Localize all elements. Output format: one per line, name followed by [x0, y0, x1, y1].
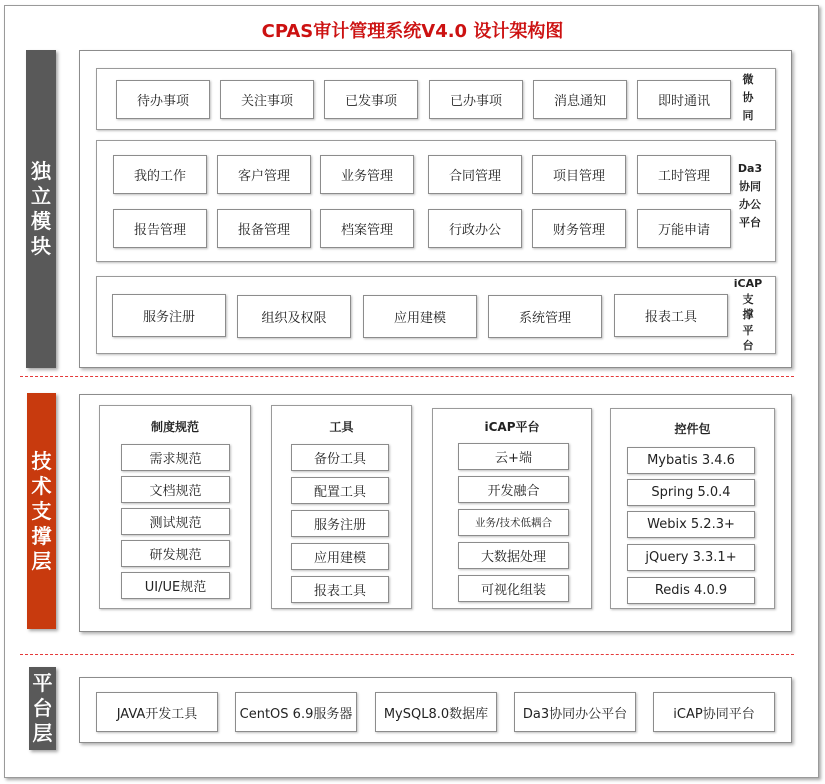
micro-collab-item[interactable]: 已发事项 [324, 80, 418, 119]
da3-item[interactable]: 我的工作 [113, 155, 207, 194]
tech-column-item[interactable]: 业务/技术低耦合 [458, 509, 569, 536]
platform-item[interactable]: iCAP协同平台 [653, 692, 775, 732]
tech-column-item[interactable]: Webix 5.2.3+ [627, 511, 755, 538]
tech-column-title: iCAP平台 [484, 420, 540, 434]
platform-item[interactable]: MySQL8.0数据库 [375, 692, 497, 732]
tech-column-item[interactable]: 备份工具 [291, 444, 389, 471]
da3-item[interactable]: 万能申请 [637, 209, 731, 248]
tech-column-item[interactable]: Spring 5.0.4 [627, 479, 755, 506]
da3-item[interactable]: 行政办公 [428, 209, 522, 248]
tech-column-item[interactable]: 服务注册 [291, 510, 389, 537]
tech-column-title: 制度规范 [150, 420, 199, 434]
diagram-title: CPAS审计管理系统V4.0 设计架构图 [261, 21, 564, 42]
platform-item[interactable]: Da3协同办公平台 [514, 692, 636, 732]
layer-label-independent-modules: 独 立 模 块 [26, 50, 56, 368]
icap-support-item[interactable]: 服务注册 [112, 294, 226, 337]
micro-collab-item[interactable]: 已办事项 [429, 80, 523, 119]
tech-column-item[interactable]: UI/UE规范 [121, 572, 230, 599]
tech-column-item[interactable]: 研发规范 [121, 540, 230, 567]
tech-column-item[interactable]: 云+端 [458, 443, 569, 470]
tech-column-item[interactable]: 文档规范 [121, 476, 230, 503]
micro-collab-item[interactable]: 即时通讯 [637, 80, 731, 119]
da3-item[interactable]: 档案管理 [320, 209, 414, 248]
da3-item[interactable]: 报备管理 [217, 209, 311, 248]
icap-support-item[interactable]: 应用建模 [363, 295, 477, 338]
icap-support-item[interactable]: 组织及权限 [237, 295, 351, 338]
platform-item[interactable]: CentOS 6.9服务器 [235, 692, 357, 732]
icap-support-item[interactable]: 系统管理 [488, 295, 602, 338]
micro-collab-item[interactable]: 待办事项 [116, 80, 210, 119]
tech-column-item[interactable]: jQuery 3.3.1+ [627, 544, 755, 571]
icap-support-label: iCAP 支 撑 平 台 [733, 277, 763, 352]
tech-column-item[interactable]: 需求规范 [121, 444, 230, 471]
platform-item[interactable]: JAVA开发工具 [96, 692, 218, 732]
icap-support-item[interactable]: 报表工具 [614, 294, 728, 337]
da3-item[interactable]: 客户管理 [217, 155, 311, 194]
micro-collab-label: 微 协 同 [742, 73, 754, 122]
tech-column-item[interactable]: 开发融合 [458, 476, 569, 503]
tech-column-title: 控件包 [674, 422, 711, 436]
da3-item[interactable]: 工时管理 [637, 155, 731, 194]
tech-column-item[interactable]: Mybatis 3.4.6 [627, 447, 755, 474]
da3-item[interactable]: 合同管理 [428, 155, 522, 194]
micro-collab-item[interactable]: 关注事项 [220, 80, 314, 119]
tech-column-item[interactable]: 大数据处理 [458, 542, 569, 569]
da3-label: Da3 协同 办公 平台 [737, 162, 763, 229]
tech-column-title: 工具 [329, 420, 354, 434]
tech-column-item[interactable]: 测试规范 [121, 508, 230, 535]
tech-column-item[interactable]: 报表工具 [291, 576, 389, 603]
da3-item[interactable]: 财务管理 [532, 209, 626, 248]
tech-column-item[interactable]: Redis 4.0.9 [627, 577, 755, 604]
micro-collab-item[interactable]: 消息通知 [533, 80, 627, 119]
da3-item[interactable]: 报告管理 [113, 209, 207, 248]
layer-divider [20, 376, 794, 377]
da3-item[interactable]: 项目管理 [532, 155, 626, 194]
da3-item[interactable]: 业务管理 [320, 155, 414, 194]
layer-label-tech-support: 技 术 支 撑 层 [27, 393, 56, 629]
tech-column-item[interactable]: 配置工具 [291, 477, 389, 504]
layer-divider [20, 654, 794, 655]
tech-column-item[interactable]: 应用建模 [291, 543, 389, 570]
tech-column-item[interactable]: 可视化组装 [458, 575, 569, 602]
layer-label-platform: 平 台 层 [29, 667, 56, 750]
